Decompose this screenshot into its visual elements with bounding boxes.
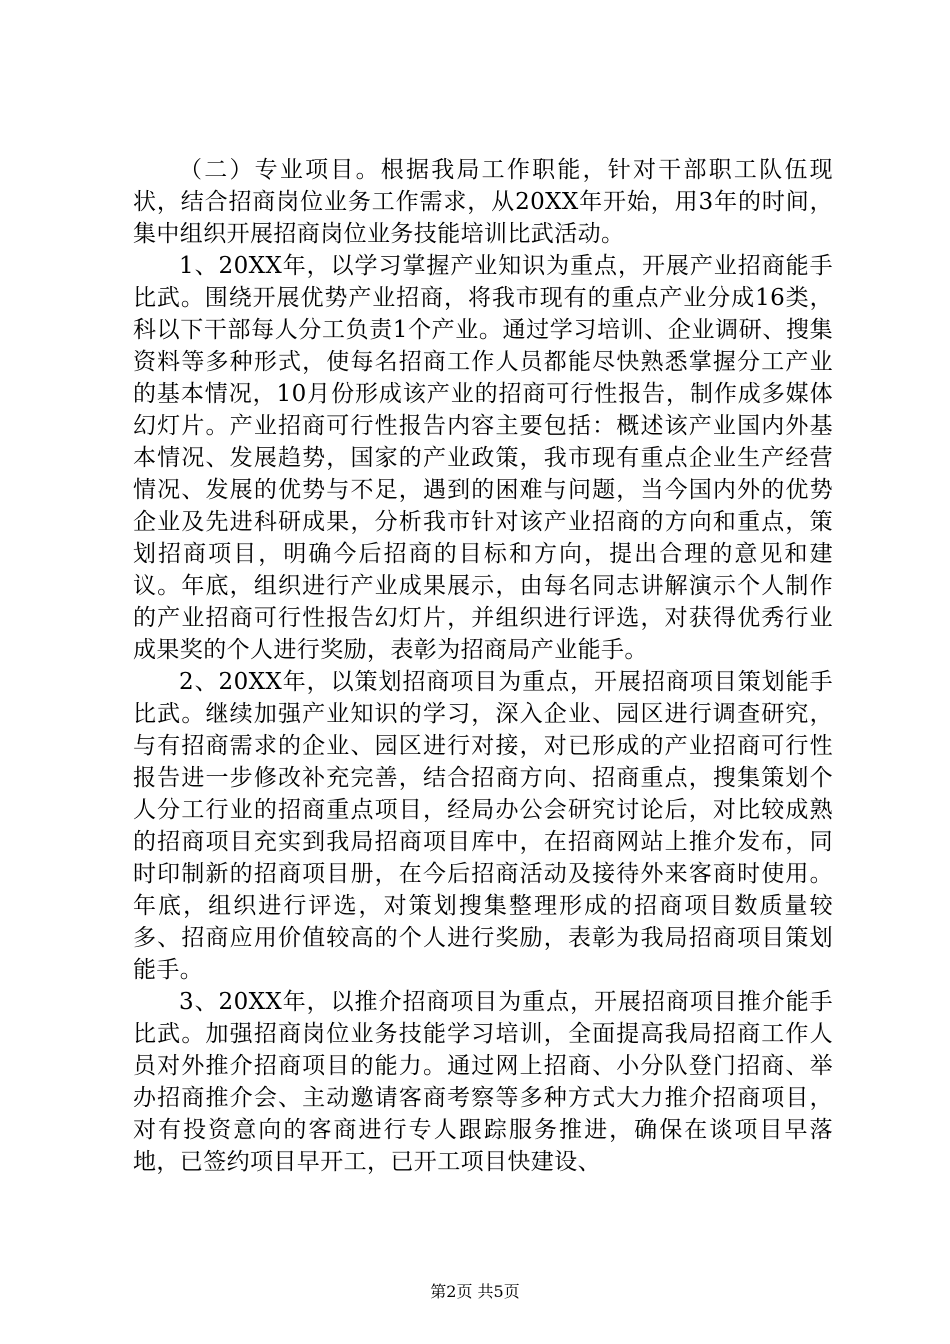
paragraph-professional-projects: （二）专业项目。根据我局工作职能，针对干部职工队伍现状，结合招商岗位业务工作需求，从20XX年开始，用3年的时间，集中组织开展招商岗位业务技能培训比武活动。 xyxy=(133,157,833,247)
paragraph-item-2: 2、20XX年，以策划招商项目为重点，开展招商项目策划能手比武。继续加强产业知识的学习，深入企业、园区进行调查研究，与有招商需求的企业、园区进行对接，对已形成的产业招商可行性报告进一步修改补充完善，结合招商方向、招商重点，搜集策划个人分工行业的招商重点项目，经局办公会研究讨论后，对比较成熟的招商项目充实到我局招商项目库中，在招商网站上推介发布，同时印制新的招商项目册，在今后招商活动及接待外来客商时使用。年底，组织进行评选，对策划搜集整理形成的招商项目数质量较多、招商应用价值较高的个人进行奖励，表彰为我局招商项目策划能手。 xyxy=(133,669,833,983)
document-body xyxy=(133,154,833,1178)
paragraph-item-1: 1、20XX年，以学习掌握产业知识为重点，开展产业招商能手比武。围绕开展优势产业招商，将我市现有的重点产业分成16类，科以下干部每人分工负责1个产业。通过学习培训、企业调研、搜集资料等多种形式，使每名招商工作人员都能尽快熟悉掌握分工产业的基本情况，10月份形成该产业的招商可行性报告，制作成多媒体幻灯片。产业招商可行性报告内容主要包括：概述该产业国内外基本情况、发展趋势，国家的产业政策，我市现有重点企业生产经营情况、发展的优势与不足，遇到的困难与问题，当今国内外的优势企业及先进科研成果，分析我市针对该产业招商的方向和重点，策划招商项目，明确今后招商的目标和方向，提出合理的意见和建议。年底，组织进行产业成果展示，由每名同志讲解演示个人制作的产业招商可行性报告幻灯片，并组织进行评选，对获得优秀行业成果奖的个人进行奖励，表彰为招商局产业能手。 xyxy=(133,253,833,663)
paragraph-item-3: 3、20XX年，以推介招商项目为重点，开展招商项目推介能手比武。加强招商岗位业务技能学习培训，全面提高我局招商工作人员对外推介招商项目的能力。通过网上招商、小分队登门招商、举办招商推介会、主动邀请客商考察等多种方式大力推介招商项目，对有投资意向的客商进行专人跟踪服务推进，确保在谈项目早落地，已签约项目早开工，已开工项目快建设、 xyxy=(133,989,833,1175)
page-footer: 第2页 共5页 xyxy=(430,1282,520,1301)
